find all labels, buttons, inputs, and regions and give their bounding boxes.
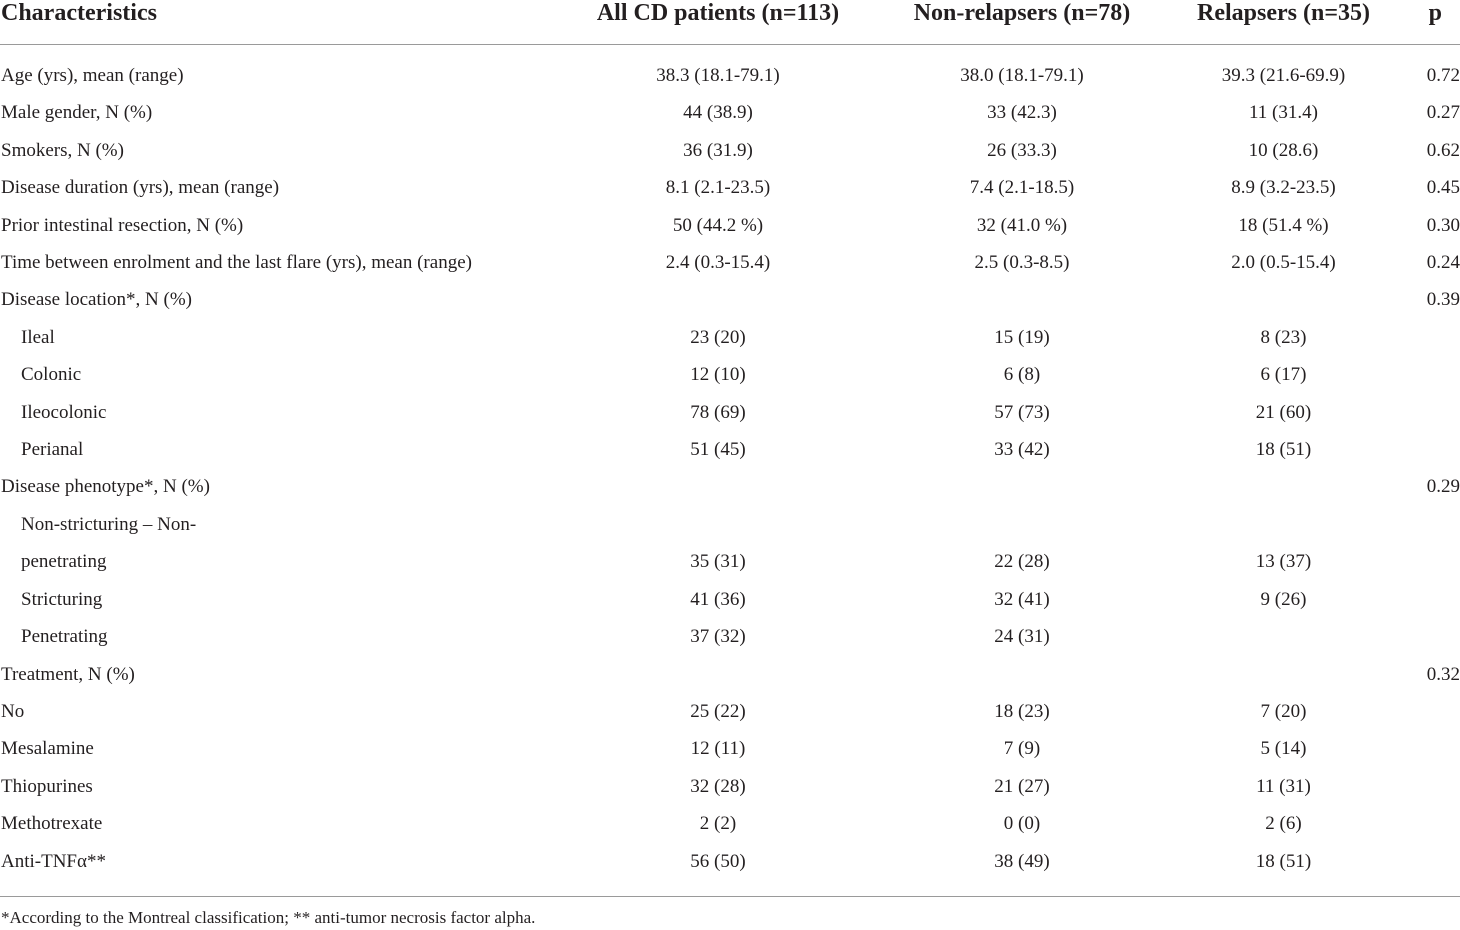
relapsers-value <box>1183 618 1384 655</box>
all-cd-patients-value: 38.3 (18.1-79.1) <box>656 65 780 86</box>
relapsers-value <box>1183 656 1384 693</box>
non-relapsers-value: 18 (23) <box>994 700 1050 722</box>
row-label: Stricturing <box>21 588 103 610</box>
relapsers-value: 6 (17) <box>1260 364 1307 386</box>
row-label: Age (yrs), mean (range) <box>1 65 184 86</box>
relapsers-value: 8.9 (3.2-23.5) <box>1231 177 1336 199</box>
relapsers-value: 2.0 (0.5-15.4) <box>1231 252 1336 274</box>
relapsers-value: 11 (31) <box>1256 775 1311 797</box>
table-row <box>0 94 1460 131</box>
relapsers-value: 21 (60) <box>1255 401 1312 423</box>
p-value <box>1384 356 1460 393</box>
non-relapsers-value: 2.5 (0.3-8.5) <box>974 252 1070 274</box>
p-value: 0.24 <box>1426 252 1460 274</box>
non-relapsers-value: 24 (31) <box>994 626 1050 648</box>
table-row <box>0 618 1460 655</box>
table-row <box>0 431 1460 468</box>
table-row <box>0 693 1460 730</box>
header-all-cd-patients: All CD patients (n=113) <box>575 0 861 45</box>
relapsers-value: 13 (37) <box>1255 551 1312 573</box>
table-row <box>0 768 1460 805</box>
non-relapsers-value: 6 (8) <box>1003 364 1041 386</box>
relapsers-value: 8 (23) <box>1260 326 1307 348</box>
all-cd-patients-value: 12 (10) <box>690 364 746 386</box>
non-relapsers-value: 15 (19) <box>994 326 1050 348</box>
non-relapsers-value: 22 (28) <box>994 551 1050 573</box>
header-non-relapsers: Non-relapsers (n=78) <box>861 0 1183 45</box>
non-relapsers-value <box>861 468 1183 505</box>
relapsers-value: 18 (51) <box>1255 850 1312 872</box>
table-row <box>0 319 1460 356</box>
p-value: 0.27 <box>1426 102 1460 124</box>
row-label: Mesalamine <box>1 738 94 760</box>
row-label: Ileal <box>21 326 55 348</box>
all-cd-patients-value: 25 (22) <box>690 700 746 722</box>
p-value: 0.30 <box>1426 214 1460 236</box>
header-characteristics: Characteristics <box>0 0 575 45</box>
row-label: Smokers, N (%) <box>1 139 124 161</box>
row-label: No <box>1 700 25 722</box>
non-relapsers-value: 7.4 (2.1-18.5) <box>969 177 1075 199</box>
p-value <box>1384 618 1460 655</box>
p-value <box>1384 581 1460 618</box>
row-label: Ileocolonic <box>21 401 107 423</box>
row-label: Thiopurines <box>1 775 93 797</box>
non-relapsers-value <box>861 281 1183 318</box>
row-label: Disease phenotype*, N (%) <box>1 476 210 498</box>
row-label: Prior intestinal resection, N (%) <box>1 214 244 236</box>
table-row <box>0 244 1460 281</box>
non-relapsers-value: 0 (0) <box>1003 813 1041 835</box>
table-row <box>0 468 1460 505</box>
row-label: Treatment, N (%) <box>1 663 135 685</box>
p-value <box>1384 431 1460 468</box>
table-body <box>0 45 1460 894</box>
relapsers-value <box>1183 281 1384 318</box>
non-relapsers-value: 38.0 (18.1-79.1) <box>960 65 1084 86</box>
all-cd-patients-value <box>575 656 861 693</box>
p-value <box>1384 319 1460 356</box>
non-relapsers-value: 33 (42.3) <box>987 102 1057 124</box>
non-relapsers-value: 32 (41.0 %) <box>976 214 1068 236</box>
all-cd-patients-value <box>575 468 861 505</box>
relapsers-value: 5 (14) <box>1260 738 1307 760</box>
all-cd-patients-value <box>575 506 861 543</box>
relapsers-value: 2 (6) <box>1265 813 1302 835</box>
non-relapsers-value: 38 (49) <box>994 850 1050 872</box>
table-row <box>0 730 1460 767</box>
p-value: 0.45 <box>1426 177 1460 199</box>
header-relapsers: Relapsers (n=35) <box>1183 0 1384 45</box>
non-relapsers-value: 26 (33.3) <box>987 139 1057 161</box>
p-value: 0.29 <box>1426 476 1460 498</box>
row-label: Male gender, N (%) <box>1 102 153 124</box>
all-cd-patients-value <box>575 281 861 318</box>
table-row <box>0 506 1460 543</box>
p-value: 0.62 <box>1426 139 1460 161</box>
non-relapsers-value: 33 (42) <box>994 439 1050 461</box>
all-cd-patients-value: 12 (11) <box>690 738 746 760</box>
all-cd-patients-value: 44 (38.9) <box>683 102 753 124</box>
all-cd-patients-value: 78 (69) <box>690 401 746 423</box>
header-p-value: p <box>1384 0 1460 45</box>
table-header <box>0 0 1460 45</box>
row-label: penetrating <box>21 551 107 573</box>
relapsers-value: 11 (31.4) <box>1249 102 1318 124</box>
relapsers-value: 39.3 (21.6-69.9) <box>1221 65 1346 86</box>
non-relapsers-value <box>861 506 1183 543</box>
p-value <box>1384 693 1460 730</box>
relapsers-value <box>1183 468 1384 505</box>
table-row <box>0 45 1460 95</box>
relapsers-value: 18 (51.4 %) <box>1238 214 1329 236</box>
all-cd-patients-value: 41 (36) <box>690 588 746 610</box>
table-row <box>0 281 1460 318</box>
non-relapsers-value: 32 (41) <box>994 588 1050 610</box>
p-value <box>1384 394 1460 431</box>
p-value <box>1384 543 1460 580</box>
all-cd-patients-value: 32 (28) <box>690 775 746 797</box>
row-label: Time between enrolment and the last flare (yrs), mean (range) <box>1 252 472 274</box>
row-label: Non-stricturing – Non- <box>21 513 197 535</box>
row-label: Disease location*, N (%) <box>1 289 192 311</box>
p-value: 0.39 <box>1426 289 1460 311</box>
relapsers-value: 18 (51) <box>1255 439 1312 461</box>
all-cd-patients-value: 36 (31.9) <box>683 139 753 161</box>
table-footnote: *According to the Montreal classification; ** anti-tumor necrosis factor alpha. <box>1 908 536 927</box>
p-value <box>1384 843 1460 894</box>
table-row <box>0 169 1460 206</box>
all-cd-patients-value: 51 (45) <box>690 439 746 461</box>
row-label: Anti-TNFα** <box>1 850 106 872</box>
p-value: 0.72 <box>1426 65 1460 86</box>
row-label: Penetrating <box>21 626 108 648</box>
all-cd-patients-value: 2.4 (0.3-15.4) <box>665 252 771 274</box>
all-cd-patients-value: 2 (2) <box>699 813 737 835</box>
table-row <box>0 843 1460 894</box>
all-cd-patients-value: 37 (32) <box>690 626 746 648</box>
header-row <box>0 0 1460 45</box>
table-row <box>0 581 1460 618</box>
relapsers-value: 10 (28.6) <box>1248 139 1319 161</box>
relapsers-value <box>1183 506 1384 543</box>
row-label: Disease duration (yrs), mean (range) <box>1 177 280 199</box>
p-value <box>1384 768 1460 805</box>
p-value <box>1384 730 1460 767</box>
all-cd-patients-value: 50 (44.2 %) <box>672 214 764 236</box>
p-value: 0.32 <box>1426 663 1460 685</box>
table-row <box>0 543 1460 580</box>
non-relapsers-value <box>861 656 1183 693</box>
p-value <box>1384 506 1460 543</box>
table-row <box>0 132 1460 169</box>
relapsers-value: 7 (20) <box>1260 700 1307 722</box>
all-cd-patients-value: 35 (31) <box>690 551 746 573</box>
non-relapsers-value: 7 (9) <box>1003 738 1041 760</box>
table-row <box>0 394 1460 431</box>
row-label: Methotrexate <box>1 813 103 835</box>
table-row <box>0 356 1460 393</box>
table-row <box>0 656 1460 693</box>
row-label: Perianal <box>21 439 84 461</box>
p-value <box>1384 805 1460 842</box>
table-row <box>0 207 1460 244</box>
non-relapsers-value: 21 (27) <box>994 775 1050 797</box>
table-row <box>0 805 1460 842</box>
all-cd-patients-value: 23 (20) <box>690 326 746 348</box>
all-cd-patients-value: 56 (50) <box>690 850 746 872</box>
row-label: Colonic <box>21 364 82 386</box>
non-relapsers-value: 57 (73) <box>994 401 1050 423</box>
table-bottom-rule <box>0 896 1460 897</box>
relapsers-value: 9 (26) <box>1260 588 1307 610</box>
all-cd-patients-value: 8.1 (2.1-23.5) <box>665 177 771 199</box>
